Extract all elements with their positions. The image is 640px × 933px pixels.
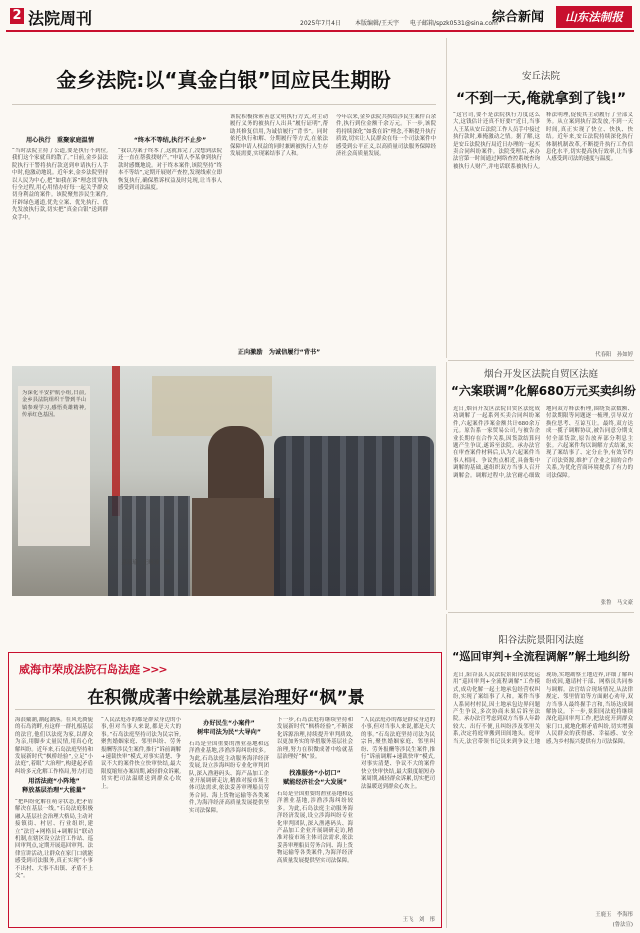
photo-caption-panel bbox=[18, 386, 90, 546]
right2-court: 烟台开发区法院自贸区法庭 bbox=[483, 369, 598, 380]
bottom-kicker-text: 威海市荣成法院石岛法庭 bbox=[19, 663, 140, 676]
email-line: 电子邮箱/spzk0531@sina.com bbox=[410, 20, 498, 27]
bottom-byline: 王飞 刘 彤 bbox=[402, 917, 435, 923]
right2-headline: “六案联调”化解680万元买卖纠纷 bbox=[451, 384, 636, 398]
editor-line: 本版编辑/王天宇 bbox=[355, 20, 400, 27]
section-title: 法院周刊 bbox=[28, 9, 93, 28]
photo-byline: 嘉瑞瑜 王曦瑜 摄 bbox=[121, 560, 170, 566]
bottom-text-col-1b: “把纠纷化解在萌芽状态,把矛盾解决在基层一线。”石岛法庭积极融入基层社会治理大格局,主动对接镇街、村居、行业组织,建立“法官+网格员+调解员”联动机制,在辖区设立法官工作站、巡回审判点,定期开展巡回审判、法律宣讲活动,让群众在家门口就能感受到司法服务,真正实现“小事不出村、大事不出镇、矛盾不上交”。 bbox=[15, 799, 93, 880]
right1-headline: “不到一天,俺就拿到了钱!” bbox=[455, 91, 627, 107]
right-divider-2 bbox=[448, 612, 634, 613]
right3-text: 近日,阳谷县人民法院景阳冈法庭运用“巡回审判+全流程调解”工作模式,成功化解一起土地承包经营权纠纷,实现了案结事了人和。案件当事人系同村村民,因土地承包边界问题产生争议,多次协商未果后诉至法院。承办法官考虑到双方当事人年龄较大、出行不便,且纠纷涉及邻里关系,决定将庭审搬到田间地头。庭审当天,法官带领书记员来到争议土地现场,实地勘察土地边界,详细了解纠纷成因,邀请村干部、网格员共同参与调解。法官结合现场情况,从法律规定、邻里情谊等方面耐心劝导,双方当事人最终握手言和,当场达成调解协议。下一步,景阳冈法庭将继续深化巡回审判工作,把法庭开到群众家门口,就地化解矛盾纠纷,切实增强人民群众的获得感、幸福感、安全感,为乡村振兴提供有力司法保障。 bbox=[453, 672, 633, 745]
masthead-rule bbox=[6, 30, 634, 32]
page-number-badge: 2 bbox=[10, 8, 24, 24]
category-label: 综合新闻 bbox=[492, 10, 545, 25]
lead-subhead-1: 用心执行 重聚家庭温情 bbox=[25, 137, 95, 144]
lead-headline: 金乡法院:以“真金白银”回应民生期盼 bbox=[56, 68, 391, 92]
lead-text-col-4: 今年以来,金乡法院共执结涉民生案件百余件,执行到位金额千余万元。下一步,该院将持续深化“如我在诉”理念,不断提升执行质效,切实让人民群众在每一个司法案件中感受到公平正义,以高质量司法服务保障经济社会高质量发展。 bbox=[336, 114, 436, 158]
bottom-headline-rule bbox=[15, 709, 435, 710]
right-article-1 bbox=[446, 38, 634, 358]
right1-court: 安丘法院 bbox=[521, 71, 560, 82]
right3-byline: (鲁法宣) bbox=[612, 922, 633, 928]
right1-byline: 代春阳 孙如婷 bbox=[595, 352, 633, 358]
newspaper-logo: 山东法制报 bbox=[556, 6, 632, 28]
lead-headline-rule bbox=[12, 104, 436, 105]
date-line: 2025年7月4日 bbox=[300, 20, 341, 27]
lead-article bbox=[8, 38, 440, 648]
photo-statue bbox=[208, 426, 264, 504]
lead-text-col-1: “当时法院主持了公道,要是执行不到位,我们这个家就真的散了。”日前,金乡县法院执行干警将执行款送到申请执行人手中时,他激动地说。近年来,金乡法院坚持以人民为中心,把“如我在诉”理念贯穿执行全过程,用心用情办好每一起关乎群众切身利益的案件。该院聚焦涉民生案件,开辟绿色通道,优先立案、优先执行、优先发放执行款,切实把“真金白银”送到群众手中。 bbox=[12, 148, 108, 221]
bottom-headline: 在积微成著中绘就基层治理好“枫”景 bbox=[87, 688, 365, 708]
photo-caption: 为深化平安护航小组,日前,金乡县法院组织干警到羊山镇参观学习,感悟英雄精神,传承红色基因。 bbox=[22, 390, 86, 419]
bottom-text-col-5: “人民法庭办的都是群众身边的小事,但对当事人来说,都是天大的事。”石岛法庭坚持司法为民宗旨,聚焦婚姻家庭、邻里纠纷、劳务报酬等涉民生案件,推行“诉前调解+速裁快审”模式,对事实清楚、争议不大的案件快立快审快结,最大限度缩短办案周期,减轻群众诉累,切实把司法温暖送到群众心坎上。 bbox=[361, 717, 435, 790]
bottom-subhead-3: 找准服务“小切口” 赋能经济社会“大发展” bbox=[283, 770, 347, 786]
bottom-subhead-2: 办好民生“小案件” 树牢司法为民“大导向” bbox=[197, 720, 261, 736]
right-article-3 bbox=[446, 614, 634, 928]
bottom-text-col-4b: 石岛是全国重要的渔业基地和远洋渔业基地,涉渔涉海纠纷较多。为此,石岛法庭主动服务海洋经济发展,设立涉海纠纷专业化审判团队,深入渔港码头、海产品加工企业开展调研走访,精准对接市场主体司法需求,依法妥善审理船员劳务合同、海上货物运输等各类案件,为海洋经济高质量发展提供坚实司法保障。 bbox=[277, 791, 353, 864]
bottom-feature bbox=[8, 652, 442, 928]
bottom-text-col-1: 海浪戴潮,潮起潮落。在风光旖旎的石岛湾畔,有这样一群扎根基层的法官,他们以法庭为家,以群众为亲,用脚步丈量民情,用真心化解纠纷。近年来,石岛法庭坚持和发展新时代“枫桥经验”,立足“小法庭”,着眼“大治理”,构建起矛盾纠纷多元化解工作格局,努力打造 bbox=[15, 717, 93, 775]
lead-text-col-3: 该院积极探索善意文明执行方式,对主动履行义务的被执行人出具“履行证明”,帮助其修复信用,为诚信履行“背书”。同时依托执行和解、分期履行等方式,在依法保障申请人权益的同时兼顾被执行人生存发展需要,实现案结事了人和。 bbox=[230, 114, 328, 158]
right-divider-1 bbox=[448, 360, 634, 361]
photo-exhibit-wall bbox=[152, 376, 272, 436]
right3-headline: “巡回审判+全流程调解”解土地纠纷 bbox=[452, 650, 630, 663]
right1-text: “这官司,要不是法院执行力度这么大,这钱估计还真不好要!”近日,当事人王某从安丘法院工作人员手中接过执行款时,难掩激动之情。据了解,这是安丘法院执行局近日办理的一起买卖合同纠纷案件。法院受理后,承办法官第一时间通过网络查控系统查询被执行人财产,并电话联系被执行人,释法明理,促使其主动履行了全部义务。从立案到执行款发放,不到一天时间,真正实现了快立、快执、快结。近年来,安丘法院持续深化执行体制机制改革,不断提升执行工作信息化水平,切实提高执行效率,让当事人感受到司法的速度与温度。 bbox=[453, 112, 633, 170]
right2-text: 近日,烟台开发区法院自贸区法庭成功调解了一起系列买卖合同纠纷案件,六起案件涉案金额共计680余万元。原告系一家贸易公司,与被告企业长期存在合作关系,因货款结算问题产生争议,遂诉至法院。承办法官在审查案件材料后,认为六起案件当事人相同、争议焦点相近,具备集中调解的基础,遂组织双方当事人召开调解会。调解过程中,法官耐心细致地向双方释法析理,围绕货款数额、付款期限等问题逐一梳理,引导双方换位思考、互谅互让。最终,双方达成一揽子调解协议,被告同意分期支付全部货款,原告放弃部分利息主张。六起案件均以调解方式结案,实现了案结事了、定分止争,有效节约了司法资源,维护了企业之间的合作关系,为优化营商环境提供了有力的司法保障。 bbox=[453, 406, 633, 479]
right3-byline-2: 王鹿玉 李海彤 bbox=[595, 912, 633, 918]
right3-court: 阳谷法院景阳冈法庭 bbox=[498, 635, 584, 646]
bottom-text-col-3: 石岛是全国重要的渔业基地和远洋渔业基地,涉渔涉海纠纷较多。为此,石岛法庭主动服务海洋经济发展,设立涉海纠纷专业化审判团队,深入渔港码头、海产品加工企业开展调研走访,精准对接市场主体司法需求,依法妥善审理船员劳务合同、海上货物运输等各类案件,为海洋经济高质量发展提供坚实司法保障。 bbox=[189, 741, 269, 814]
bottom-kicker bbox=[19, 661, 167, 677]
photo-red-banner bbox=[112, 366, 120, 516]
photo-statue-base bbox=[192, 498, 280, 596]
photo-crowd bbox=[274, 436, 434, 596]
bottom-text-col-4: 下一步,石岛法庭将继续坚持和发展新时代“枫桥经验”,不断深化诉源治理,持续提升审判质效,以更加务实的举措服务基层社会治理,努力在积微成著中绘就基层治理好“枫”景。 bbox=[277, 717, 353, 761]
lead-subhead-2: “终本不等结,执行不止步” bbox=[133, 137, 207, 144]
photo-crowd-left bbox=[108, 496, 190, 596]
bottom-text-col-2: “人民法庭办的都是群众身边的小事,但对当事人来说,都是天大的事。”石岛法庭坚持司法为民宗旨,聚焦婚姻家庭、邻里纠纷、劳务报酬等涉民生案件,推行“诉前调解+速裁快审”模式,对事实清楚、争议不大的案件快立快审快结,最大限度缩短办案周期,减轻群众诉累,切实把司法温暖送到群众心坎上。 bbox=[101, 717, 181, 790]
bottom-subhead-1: 用活法庭“小阵地” 释放基层治理“大能量” bbox=[22, 778, 86, 794]
masthead bbox=[0, 0, 640, 32]
lead-subhead-3: 正向激励 为诚信履行“背书” bbox=[237, 349, 321, 356]
chevrons-icon: >>> bbox=[142, 663, 167, 676]
right-article-2 bbox=[446, 362, 634, 610]
lead-text-col-2: “我以为案子终本了,这就算完了,没想到法院还一直在帮我找财产。”申请人李某拿到执行款时感慨地说。对于终本案件,该院坚持“终本不等结”,定期开展财产查控,发现线索立即恢复执行,确保胜诉权益及时兑现,让当事人感受到司法温度。 bbox=[118, 148, 222, 192]
right2-byline: 张鲁 马文豪 bbox=[600, 600, 633, 606]
